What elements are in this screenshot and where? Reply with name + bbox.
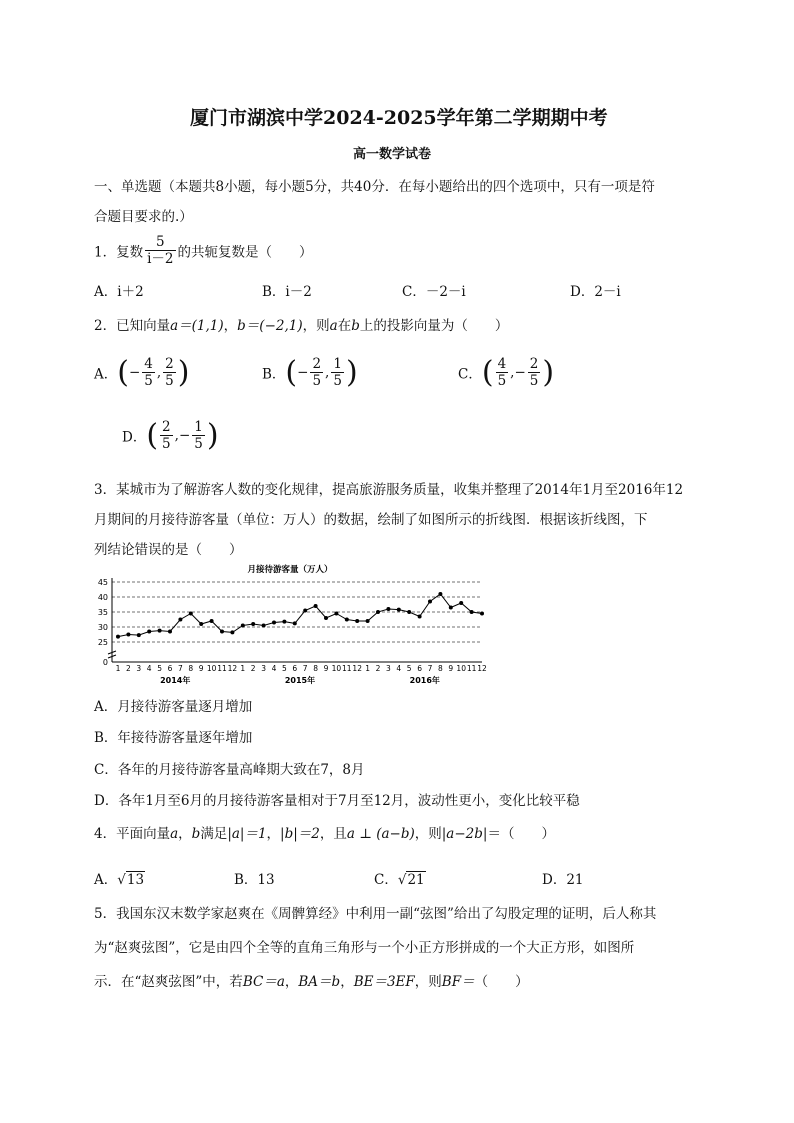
q2-comma: ， (223, 318, 238, 334)
data-point (324, 616, 328, 620)
q3-option-a[interactable]: A．月接待游客量逐月增加 (94, 699, 253, 715)
q4-c-radicand: 21 (407, 872, 425, 888)
q4-sep: ， (178, 826, 192, 842)
q2-option-c[interactable]: C．( $\frac{4}{5}$ ,− $\frac{2}{5}$ ) (458, 355, 555, 390)
q2-b-d1: 5 (312, 373, 322, 389)
x-tick-label: 7 (427, 664, 433, 673)
data-point (480, 612, 484, 616)
q2-c-d1: 5 (497, 373, 507, 389)
q1-option-b[interactable]: B．i－2 (262, 284, 312, 300)
q2-a-n2: 2 (165, 356, 174, 372)
q2-b-d2: 5 (333, 373, 342, 389)
data-point (407, 610, 411, 614)
q1-numerator: 5 (145, 234, 175, 251)
q2-d-n2: 1 (194, 419, 203, 435)
q4-vec-a: a (170, 826, 179, 842)
data-point (147, 630, 151, 634)
q2-d-n1: 2 (162, 419, 171, 435)
q2-text-b: ，则 (302, 318, 330, 334)
question-2 (94, 314, 508, 334)
q2-option-a[interactable]: A．(− $\frac{4}{5}$ , $\frac{2}{5}$ ) (94, 355, 190, 390)
q2-d-sign2: − (178, 427, 191, 444)
data-point (137, 633, 141, 637)
x-tick-label: 4 (146, 664, 152, 673)
line-chart (90, 562, 490, 687)
q2-option-a-label: A． (94, 366, 118, 383)
data-point (126, 633, 130, 637)
x-tick-label: 5 (157, 664, 162, 673)
x-tick-label: 10 (331, 664, 342, 673)
x-tick-label: 7 (302, 664, 308, 673)
q1-option-a[interactable]: A．i＋2 (94, 284, 144, 300)
q4-a-radicand: 13 (126, 872, 145, 888)
q5-vec-be: BE＝3EF (353, 974, 415, 990)
x-tick-label: 9 (448, 664, 454, 673)
q4-cond2: |b|＝2 (280, 826, 320, 842)
q3-option-c[interactable]: C．各年的月接待游客量高峰期大致在7，8月 (94, 762, 365, 778)
chart-title: 月接待游客量（万人） (247, 565, 333, 575)
q4-text3: ，且 (319, 826, 347, 842)
data-point (168, 630, 172, 634)
data-point (376, 610, 380, 614)
q2-b-n1: 2 (312, 356, 322, 372)
q2-text-f: 上的投影向量为（ ） (359, 318, 509, 334)
q4-c-label: C． (374, 872, 398, 888)
q2-c-n1: 4 (497, 356, 507, 372)
data-point (386, 607, 390, 611)
q4-cond1: |a|＝1 (227, 826, 267, 842)
data-point (418, 615, 422, 619)
x-tick-label: 4 (271, 664, 277, 673)
section-heading: 一、单选题（本题共8小题，每小题5分，共40分．在每小题给出的四个选项中，只有一项是符 (94, 179, 655, 195)
q4-option-d[interactable]: D．21 (542, 872, 584, 888)
q5-line-1: 5．我国东汉末数学家赵爽在《周髀算经》中利用一副“弦图”给出了勾股定理的证明，后人称其 (94, 906, 657, 922)
data-point (262, 624, 266, 628)
year-label: 2016年 (409, 676, 440, 685)
y-tick-label: 0 (102, 658, 108, 667)
q5-vec-bc: BC＝a (242, 974, 285, 990)
q5-text-a: 示．在“赵爽弦图”中，若 (94, 974, 243, 990)
q4-a-label: A． (94, 872, 118, 888)
q5-text-c: （ ） (474, 974, 529, 990)
data-point (230, 630, 234, 634)
q1-fraction (145, 234, 175, 267)
y-tick-label: 30 (97, 623, 108, 632)
x-tick-label: 12 (477, 664, 487, 673)
q2-vector-b: b＝(−2,1) (237, 318, 303, 334)
q2-b-sign1: − (297, 364, 309, 381)
x-tick-label: 3 (261, 664, 266, 673)
x-tick-label: 1 (365, 664, 370, 673)
data-point (220, 630, 224, 634)
x-tick-label: 2 (375, 664, 381, 673)
data-point (438, 592, 442, 596)
q4-option-c[interactable] (374, 868, 426, 888)
q1-suffix: 的共轭复数是（ ） (177, 244, 313, 261)
data-point (116, 635, 120, 639)
data-point (272, 621, 276, 625)
data-point (334, 612, 338, 616)
q4-vec-b: b (191, 826, 201, 842)
q3-option-d[interactable]: D．各年1月至6月的月接待游客量相对于7月至12月，波动性更小，变化比较平稳 (94, 793, 580, 809)
q4-text2: 满足 (200, 826, 228, 842)
q2-text-d: 在 (337, 318, 352, 334)
data-point (355, 619, 359, 623)
x-tick-label: 8 (438, 664, 443, 673)
data-point (428, 600, 432, 604)
x-tick-label: 3 (386, 664, 391, 673)
x-tick-label: 1 (240, 664, 246, 673)
q1-option-c[interactable]: C．－2－i (402, 284, 466, 300)
data-point (314, 604, 318, 608)
q4-expr: |a−2b| (441, 826, 488, 842)
q4-text5: ＝（ ） (487, 826, 555, 842)
data-point (449, 606, 453, 610)
q5-vec-ba: BA＝b (298, 974, 341, 990)
x-tick-label: 12 (227, 664, 238, 673)
x-tick-label: 10 (206, 664, 217, 673)
x-tick-label: 6 (292, 664, 298, 673)
q2-a: a (329, 318, 338, 334)
data-point (282, 620, 286, 624)
sqrt-icon: √ (397, 872, 407, 888)
y-tick-label: 45 (97, 578, 108, 587)
q2-option-d-label: D． (122, 429, 147, 446)
x-tick-label: 8 (188, 664, 194, 673)
q5-text-b: ，则 (414, 974, 442, 990)
data-point (241, 624, 245, 628)
q2-c-n2: 2 (529, 356, 539, 372)
y-tick-label: 25 (97, 638, 108, 647)
x-tick-label: 11 (466, 664, 477, 673)
year-label: 2015年 (284, 676, 316, 685)
data-point (178, 618, 182, 622)
x-tick-label: 3 (136, 664, 142, 673)
q1-option-d[interactable]: D．2－i (570, 284, 621, 300)
x-tick-label: 6 (417, 664, 422, 673)
x-tick-label: 5 (282, 664, 287, 673)
data-point (303, 609, 307, 613)
q2-option-b-label: B． (262, 366, 286, 383)
q2-a-sign1: − (128, 364, 141, 381)
data-point (366, 619, 370, 623)
q2-option-b[interactable]: B．(− $\frac{2}{5}$ , $\frac{1}{5}$ ) (262, 355, 358, 390)
q2-text-a: 2．已知向量 (94, 318, 171, 334)
q4-option-b[interactable]: B．13 (234, 872, 275, 888)
q2-a-d2: 5 (165, 373, 174, 389)
data-point (210, 619, 214, 623)
x-tick-label: 6 (167, 664, 173, 673)
q4-cond3: a ⊥ (a−b) (346, 826, 415, 842)
data-point (459, 601, 463, 605)
year-label: 2014年 (160, 676, 191, 685)
data-point (293, 621, 297, 625)
q3-chart (90, 562, 490, 687)
data-point (345, 618, 349, 622)
data-point (470, 610, 474, 614)
q2-c-sign2: − (514, 364, 526, 381)
section-heading-cont: 合题目要求的.） (94, 209, 193, 225)
series-line (118, 594, 482, 637)
q2-vector-a: a＝(1,1) (170, 318, 224, 334)
q2-b: b (351, 318, 360, 334)
q2-d-d2: 5 (194, 436, 203, 452)
page-subtitle: 高一数学试卷 (353, 147, 432, 162)
y-tick-label: 35 (97, 608, 108, 617)
q2-a-n1: 4 (144, 356, 153, 372)
q4-text4: ，则 (414, 826, 442, 842)
x-tick-label: 9 (198, 664, 204, 673)
y-tick-label: 40 (97, 593, 108, 602)
q3-line-2: 月期间的月接待游客量（单位：万人）的数据，绘制了如图所示的折线图．根据该折线图，下 (94, 512, 648, 528)
data-point (158, 629, 162, 633)
x-tick-label: 9 (323, 664, 329, 673)
question-1 (94, 234, 313, 267)
q5-line-2: 为“赵爽弦图”，它是由四个全等的直角三角形与一个小正方形拼成的一个大正方形，如图所 (94, 940, 635, 956)
q1-denominator: i－2 (147, 251, 174, 267)
q1-prefix: 1．复数 (94, 244, 144, 261)
x-tick-label: 2 (126, 664, 131, 673)
x-tick-label: 11 (342, 664, 352, 673)
data-point (251, 622, 255, 626)
q2-option-d[interactable]: D．( $\frac{2}{5}$ ,− $\frac{1}{5}$ ) (122, 418, 219, 453)
data-point (397, 608, 401, 612)
q4-text1: 4．平面向量 (94, 826, 171, 842)
q3-line-3: 列结论错误的是（ ） (94, 542, 243, 558)
q2-d-d1: 5 (162, 436, 171, 452)
q2-option-c-label: C． (458, 366, 482, 383)
q5-line-3: 示．在“赵爽弦图”中，若BC＝a，BA＝b，BE＝3EF，则BF＝（ ） (94, 974, 529, 990)
q5-vec-bf: BF＝ (441, 974, 475, 990)
x-tick-label: 5 (406, 664, 412, 673)
q2-c-d2: 5 (529, 373, 539, 389)
q3-option-b[interactable]: B．年接待游客量逐年增加 (94, 730, 253, 746)
x-tick-label: 1 (115, 664, 121, 673)
data-point (199, 622, 203, 626)
x-tick-label: 10 (456, 664, 466, 673)
x-tick-label: 11 (217, 664, 227, 673)
q2-a-d1: 5 (144, 373, 153, 389)
data-point (189, 612, 193, 616)
sqrt-icon: √ (117, 872, 126, 888)
q2-b-n2: 1 (333, 356, 342, 372)
x-tick-label: 8 (313, 664, 318, 673)
q3-line-1: 3．某城市为了解游客人数的变化规律，提高旅游服务质量，收集并整理了2014年1月至2016年12 (94, 482, 684, 498)
page-title: 厦门市湖滨中学2024-2025学年第二学期期中考 (190, 107, 608, 129)
q4-option-a[interactable] (94, 868, 145, 888)
x-tick-label: 2 (250, 664, 256, 673)
x-tick-label: 7 (178, 664, 183, 673)
x-tick-label: 4 (396, 664, 402, 673)
x-tick-label: 12 (352, 664, 362, 673)
question-4: 4．平面向量a，b满足|a|＝1，|b|＝2，且a ⊥ (a−b)，则|a−2b|＝（ ） (94, 826, 555, 842)
